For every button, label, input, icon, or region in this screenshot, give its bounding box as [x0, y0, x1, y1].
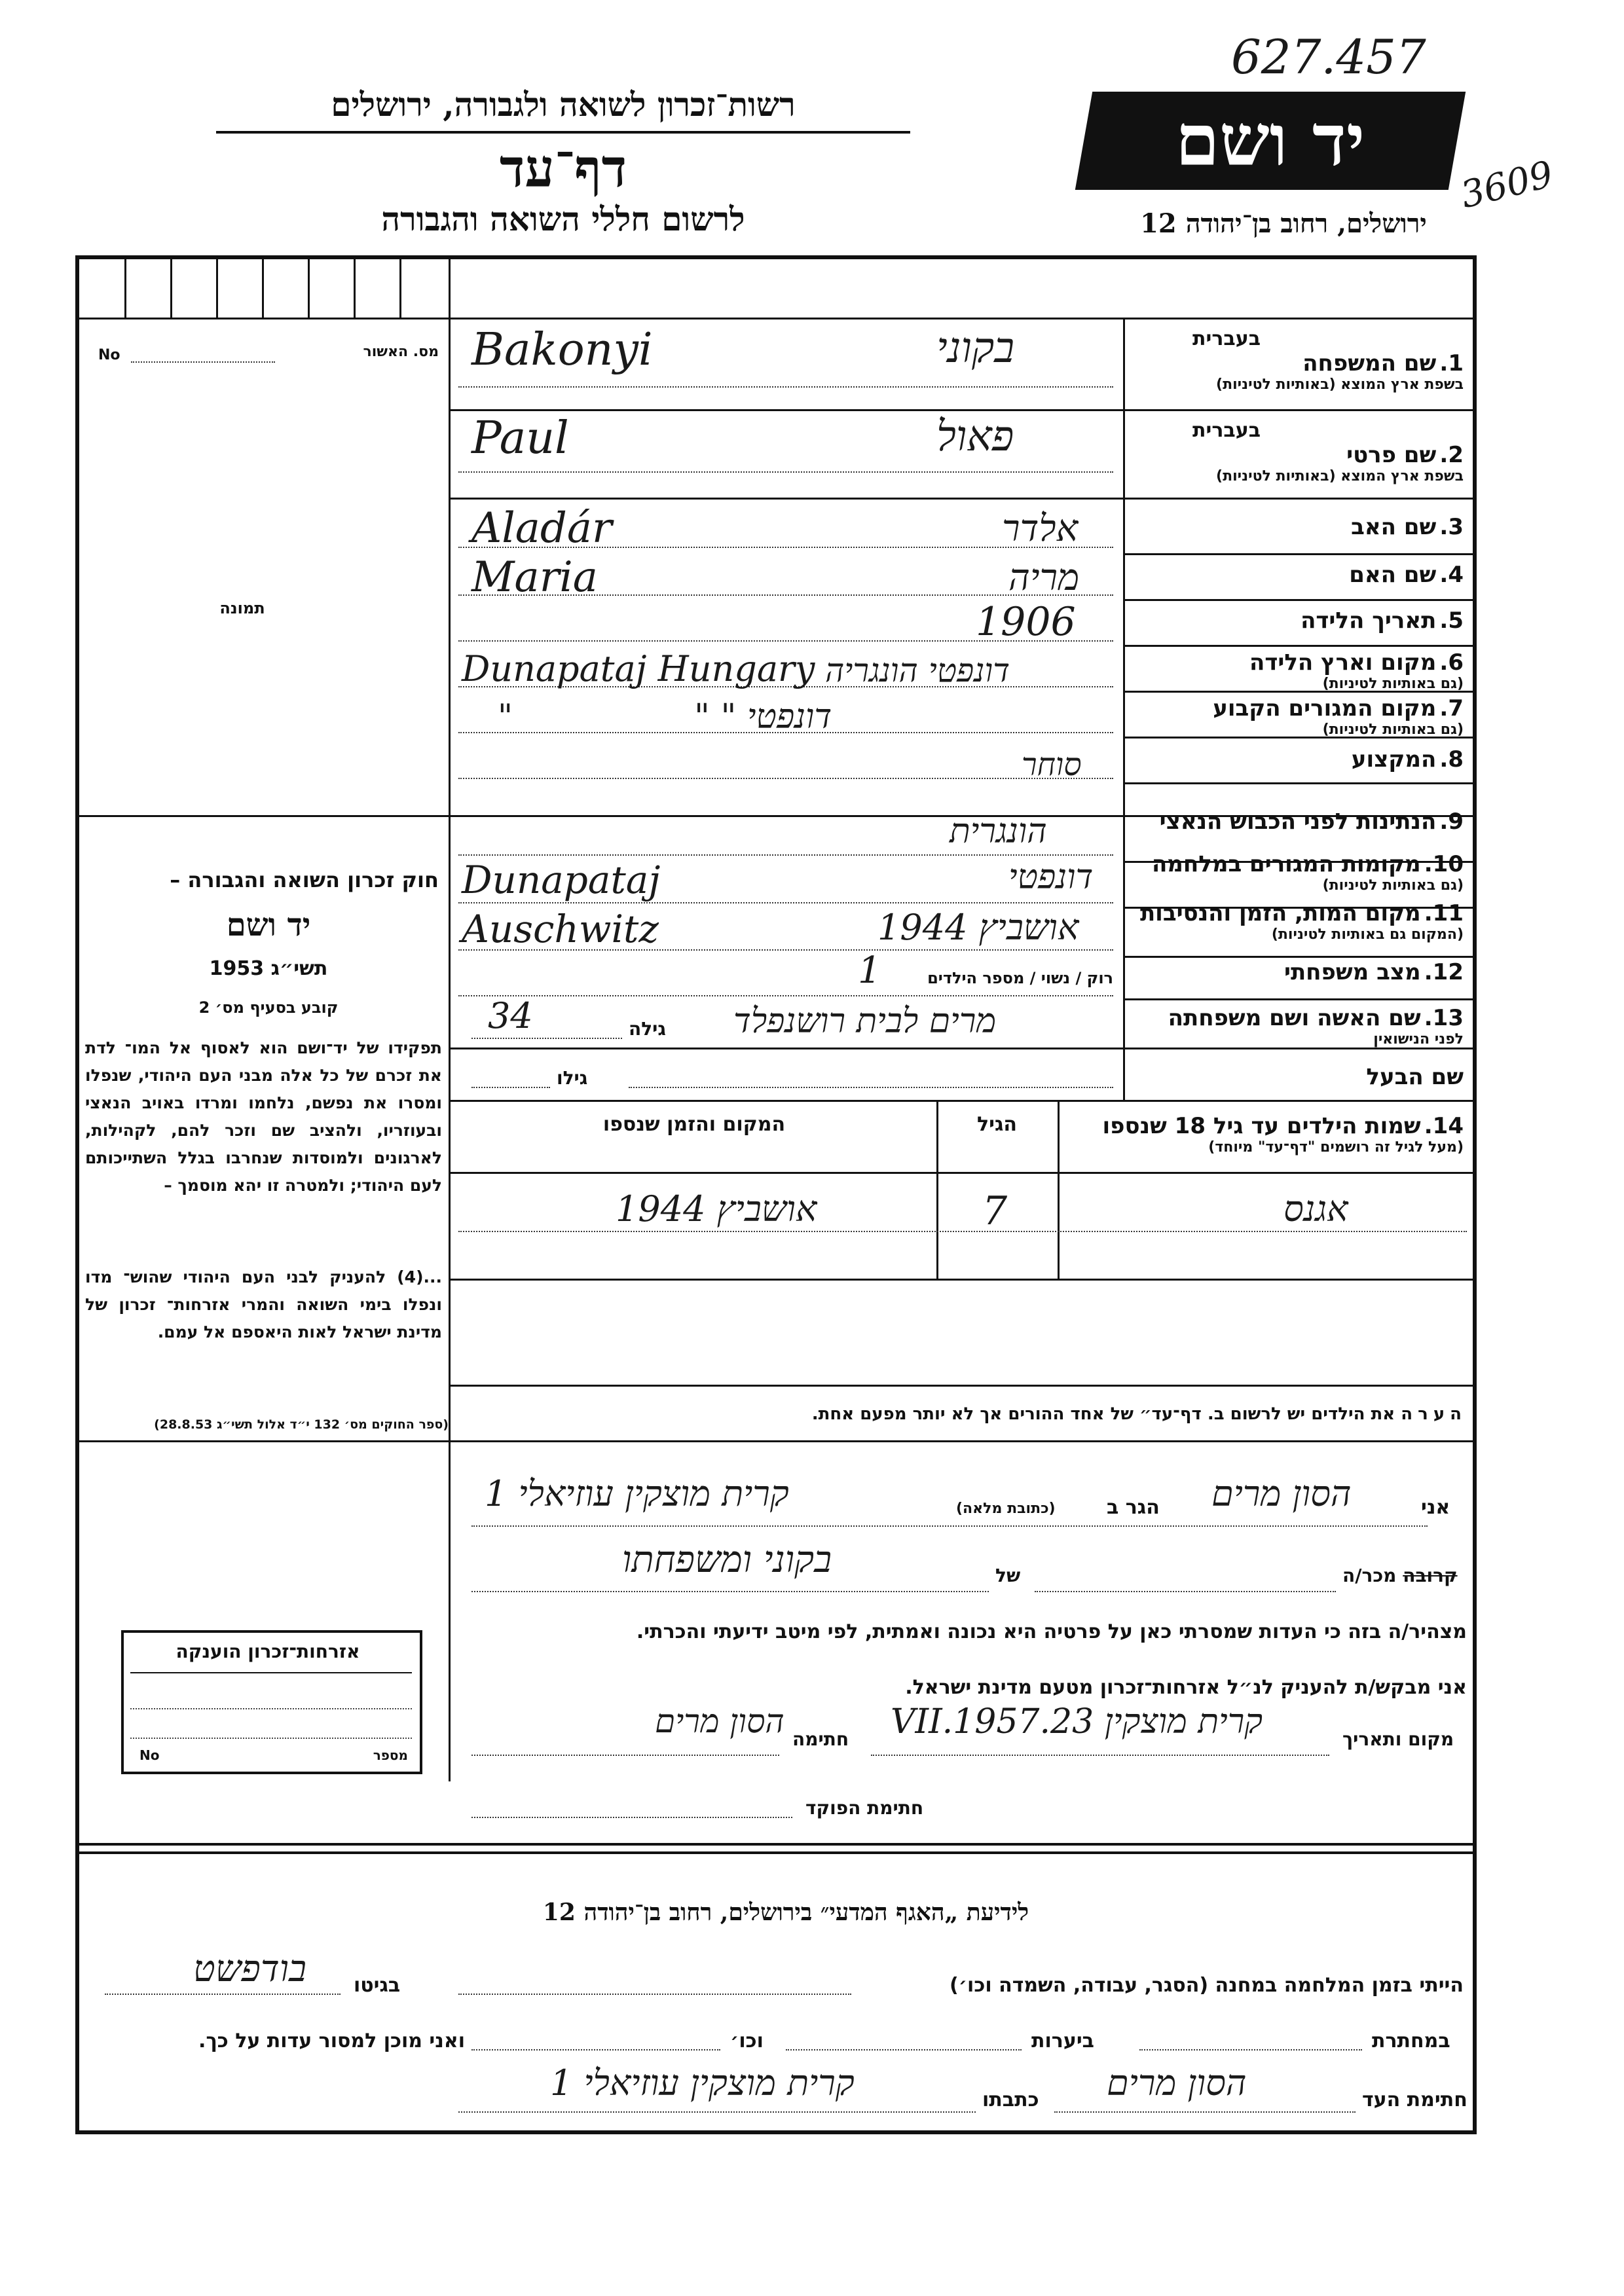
law-title: חוק זכרון השואה והגבורה – [170, 867, 439, 892]
field-9-label-row [1130, 809, 1464, 835]
death-place-latin: Auschwitz [462, 907, 659, 951]
law-text-2: ...(4) להעניק לבני העם היהודי שהוש־ מדו ונפלו בימי השואה והמרי אזרחות־ זכרון של מדינת ישראל לאות היאספם אל עמם. [85, 1267, 442, 1341]
law-year [98, 957, 439, 980]
etc-label: וכו׳ [730, 2030, 764, 2052]
law-name: יד ושם [226, 907, 311, 943]
witness-address-label: כתבתו [982, 2088, 1039, 2111]
wife-age: 34 [488, 995, 533, 1036]
ghetto-value: בודפשט [193, 1948, 307, 1990]
citizenship-number-label: מספר [373, 1747, 408, 1763]
approval-label: מס. האשור [363, 344, 439, 360]
note-row [458, 1404, 1467, 1424]
relation-label [1342, 1565, 1458, 1586]
field-1-sublabel: בשפת ארץ המוצא (באותיות לטיניות) [1216, 376, 1464, 393]
field-10-label-row [1130, 851, 1464, 894]
approval-no-mark: No [98, 347, 120, 363]
citizenship-box-title: אזרחות־זכרון הוענקה [175, 1641, 360, 1662]
field-5-number: 5. [1439, 608, 1464, 634]
field-6-label-row [1130, 649, 1464, 692]
field-4-label: שם האם [1349, 562, 1437, 588]
father-name-hebrew: אלדר [1002, 507, 1079, 550]
field-12-label: מצב משפחתי [1283, 959, 1421, 985]
declarant-name: הסון מרים [1211, 1473, 1352, 1514]
law-reference-rule [79, 1440, 449, 1442]
field-9-label: הנתינות לפני הכבוש הנאצי [1159, 809, 1437, 835]
residence-latin: " [498, 697, 513, 735]
field-2-label: שם פרטי [1346, 442, 1437, 468]
form-subtitle: לרשום חללי השואה והגבורה [381, 200, 745, 238]
field-12-number: 12. [1424, 959, 1464, 985]
field-11-number: 11. [1424, 900, 1464, 926]
field-10-number: 10. [1424, 851, 1464, 877]
marital-options: רוק / נשוי / מספר הילדים [927, 969, 1113, 987]
field-6-sublabel: (גם באותיות לטיניות) [1322, 676, 1464, 692]
declarant-address: קרית מוצקין עוזיאלי 1 [485, 1473, 789, 1514]
field-8-label: המקצוע [1351, 746, 1437, 773]
field-9-number: 9. [1439, 809, 1464, 835]
field-6-number: 6. [1439, 649, 1464, 676]
law-clause: קובע בסעיף מס׳ 2 [198, 998, 339, 1017]
field-1-number: 1. [1439, 350, 1464, 376]
children-col-age: הגיל [977, 1113, 1017, 1136]
child-death-place: אושביץ 1944 [616, 1188, 817, 1230]
field-first-name-label [1130, 419, 1464, 484]
field-1-hebrew-tag: בעברית [1192, 327, 1261, 350]
wife-name: מרים לבית רושנפלד [733, 1002, 997, 1041]
field-1-label: שם המשפחה [1302, 350, 1437, 376]
form-title: דף־עד [499, 137, 627, 199]
of-label: של [995, 1565, 1021, 1586]
citizenship-no-mark: No [139, 1747, 160, 1763]
law-year-hebrew: תשי״ג [270, 957, 328, 980]
field-10-sublabel: (גם באותיות לטיניות) [1322, 877, 1464, 894]
relation-acquaintance: מכר/ה [1342, 1565, 1397, 1586]
field-7-number: 7. [1439, 695, 1464, 721]
law-year-number: 1953 [209, 957, 265, 980]
declaration-statement: מצהיר/ה בזה כי העדות שמסרתי כאן על פרטיה היא נכונה ואמתית, לפי מיטב ידיעתי והכרתי. [636, 1620, 1467, 1643]
yad-vashem-logo [1075, 92, 1466, 190]
field-13-number: 13. [1424, 1005, 1464, 1031]
relation-value: בקוני ומשפחתו [622, 1539, 832, 1581]
law-text-1: תפקידו של יד־ושם הוא לאסוף אל המו־ לדת את זכרם של כל אלה מבני העם היהודי, שנפלו ומסרו את נפשם, נלחמו ומרדו באויב הנאצי ובעוזריו, ולהציב שם וזכר להם, לקהילות, לארגונים ולמוסדות שנחרבו בגלל השתייכותם לעם היהודי; ולמטרה זו יהא מוסמך – [85, 1038, 442, 1195]
field-4-number: 4. [1439, 562, 1464, 588]
archive-number: 627.457 [1231, 29, 1426, 84]
underground-label: במחתרת [1372, 2030, 1450, 2052]
children-col-place: המקום והזמן שנספו [602, 1113, 786, 1136]
declaration-request: אני מבקש/ת להעניק לנ״ל אזרחות־זכרון מטעם מדינת ישראל. [905, 1676, 1467, 1699]
field-12-label-row [1130, 959, 1464, 985]
child-name: אגנס [1283, 1188, 1348, 1230]
wife-age-label: גילה [629, 1018, 666, 1040]
field-4-label-row [1130, 562, 1464, 588]
field-3-number: 3. [1439, 514, 1464, 540]
field-6-label: מקום וארץ הלידה [1249, 649, 1437, 676]
full-address-label: (כתובת מלאה) [956, 1501, 1056, 1517]
profession-value: סוחר [1022, 746, 1082, 783]
husband-label: שם הבעל [1366, 1064, 1464, 1090]
field-11-sublabel: (המקום גם באותיות לטיניות) [1271, 926, 1464, 943]
birthplace-latin: Dunapataj Hungary [462, 648, 815, 689]
field-14-label-row [1064, 1113, 1464, 1156]
field-14-label: שמות הילדים עד גיל 18 שנספו [1102, 1113, 1421, 1139]
law-reference: (ספר החוקים מס׳ 132 י״ד אלול תשי״ג 28.8.53) [154, 1417, 449, 1432]
left-column-divider [449, 257, 451, 1781]
mother-name-hebrew: מריה [1008, 556, 1080, 599]
field-13-sublabel: לפני הנישואין [1373, 1031, 1464, 1048]
first-name-latin: Paul [471, 412, 569, 464]
camp-text: הייתי בזמן המלחמה במחנה (הסגר, עבודה, השמדה וכו׳) [950, 1974, 1464, 1997]
birth-date-value: 1906 [976, 599, 1076, 645]
field-5-label: תאריך הלידה [1301, 608, 1437, 634]
top-strip-rule [79, 318, 1473, 319]
mother-name-latin: Maria [471, 553, 598, 602]
relation-struck: קרובה [1403, 1565, 1458, 1586]
field-13-label-row [1130, 1005, 1464, 1048]
declaration-i-label: אני [1421, 1496, 1450, 1519]
field-2-hebrew-tag: בעברית [1192, 419, 1261, 442]
field-13-label: שם האשה ושם משפחתה [1168, 1005, 1421, 1031]
death-place-hebrew: אושביץ 1944 [877, 907, 1079, 948]
field-2-number: 2. [1439, 442, 1464, 468]
first-name-hebrew: פאול [936, 412, 1014, 461]
field-2-sublabel: בשפת ארץ המוצא (באותיות לטיניות) [1216, 468, 1464, 484]
residence-hebrew: דונפטי " " [694, 697, 832, 737]
field-11-label: מקום המות, הזמן והנסיבות [1139, 900, 1421, 926]
birthplace-hebrew: דונפטי הונגריה [825, 651, 1010, 689]
field-14-sublabel: (מעל לגיל זה רושמים "דף־עד" מיוחד) [1208, 1139, 1464, 1156]
header-address: ירושלים, רחוב בן־יהודה 12 [1140, 208, 1427, 239]
photo-rule [79, 815, 449, 817]
field-14-number: 14. [1424, 1113, 1464, 1139]
forests-label: ביערות [1031, 2030, 1094, 2052]
field-7-label-row [1130, 695, 1464, 738]
field-3-label-row [1130, 514, 1464, 540]
field-8-label-row [1130, 746, 1464, 773]
header-rule [216, 131, 910, 134]
signature-value: הסון מרים [655, 1702, 784, 1740]
field-7-sublabel: (גם באותיות לטיניות) [1322, 721, 1464, 738]
signature-label: חתימה [792, 1728, 849, 1750]
child-age: 7 [982, 1188, 1008, 1234]
witness-label: חתימת העד [1362, 2088, 1467, 2111]
field-3-label: שם האב [1351, 514, 1437, 540]
authority-name: רשות־זכרון לשואה ולגבורה, ירושלים [331, 85, 796, 124]
husband-age-label: גילו [557, 1067, 588, 1089]
place-date-value: קרית מוצקין 23.VII.1957 [891, 1702, 1263, 1741]
label-column-divider [1123, 318, 1125, 1102]
authorizer-label: חתימת הפוקד [805, 1797, 924, 1819]
bottom-title: לידיעת „האגף המדעי״ בירושלים, רחוב בן־יהודה 12 [542, 1899, 1029, 1926]
ready-text: ואני מוכן למסור עדות על כך. [198, 2030, 465, 2052]
wartime-residence-latin: Dunapataj [462, 858, 661, 902]
place-date-label: מקום ותאריך [1342, 1728, 1454, 1750]
wartime-residence-hebrew: דונפטי [1008, 858, 1094, 897]
family-name-hebrew: בקוני [936, 324, 1015, 373]
field-family-name-label [1130, 327, 1464, 393]
photo-label: תמונה [219, 599, 265, 617]
field-10-label: מקומות המגורים במלחמה [1151, 851, 1421, 877]
corner-mark: 3609 [1456, 153, 1558, 217]
field-7-label: מקום המגורים הקבוע [1213, 695, 1437, 721]
family-name-latin: Bakonyi [471, 324, 653, 376]
note-label: הערה [1401, 1404, 1467, 1424]
field-5-label-row [1130, 608, 1464, 634]
nationality-value: הונגרית [950, 812, 1047, 851]
witness-address: קרית מוצקין עוזיאלי 1 [550, 2062, 855, 2104]
citizenship-box [121, 1630, 422, 1774]
note-text: את הילדים יש לרשום ב. דף־עד״ של אחד ההורים אך לא יותר מפעם אחת. [811, 1404, 1395, 1424]
ghetto-label: בגיטו [354, 1974, 401, 1997]
logo-text: יד ושם [1175, 99, 1365, 182]
children-count: 1 [858, 949, 881, 992]
father-name-latin: Aladár [471, 504, 612, 553]
resides-label: הגר ב [1107, 1496, 1160, 1519]
witness-signature: הסון מרים [1107, 2062, 1247, 2104]
field-11-label-row [1130, 900, 1464, 943]
field-8-number: 8. [1439, 746, 1464, 773]
